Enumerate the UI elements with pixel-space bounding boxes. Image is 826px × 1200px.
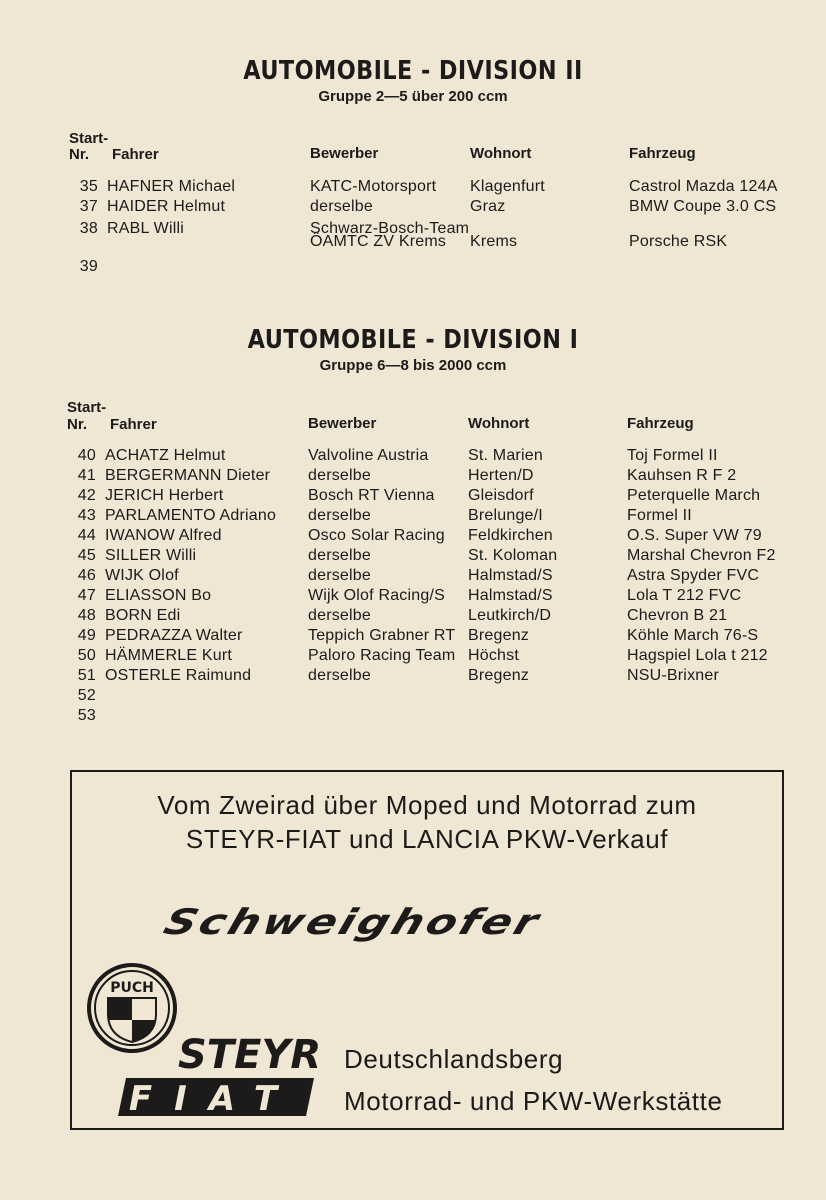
entry-wohnort: Feldkirchen — [468, 527, 553, 544]
entry-row — [0, 667, 826, 687]
entry-row — [0, 527, 826, 547]
entry-bewerber: derselbe — [308, 547, 371, 564]
entry-nr: 52 — [77, 687, 96, 704]
div1-header-fahrzeug: Fahrzeug — [627, 415, 694, 432]
entry-fahrzeug: Porsche RSK — [629, 233, 728, 250]
entry-nr: 39 — [79, 258, 98, 275]
entry-row — [0, 198, 826, 218]
entry-fahrer: SILLER Willi — [105, 547, 197, 564]
entry-fahrzeug: Köhle March 76-S — [627, 627, 759, 644]
entry-wohnort: Krems — [470, 233, 518, 250]
div2-header-bewerber: Bewerber — [310, 145, 379, 162]
entry-row — [0, 178, 826, 198]
entry-bewerber: derselbe — [308, 567, 371, 584]
entry-row — [0, 707, 826, 727]
entry-nr: 42 — [77, 487, 96, 504]
ad-address-city: Deutschlandsberg — [344, 1044, 564, 1074]
entry-wohnort: St. Marien — [468, 447, 543, 464]
entry-fahrzeug: O.S. Super VW 79 — [627, 527, 762, 544]
entry-fahrer: HAFNER Michael — [107, 178, 236, 195]
entry-fahrzeug: Toj Formel II — [627, 447, 718, 464]
entry-nr: 50 — [77, 647, 96, 664]
entry-nr: 45 — [77, 547, 96, 564]
entry-fahrer: OSTERLE Raimund — [105, 667, 252, 684]
entry-nr: 51 — [77, 667, 96, 684]
fiat-logo-text: FIAT — [128, 1079, 300, 1119]
entry-nr: 41 — [77, 467, 96, 484]
entry-nr: 35 — [79, 178, 98, 195]
entry-fahrer: BORN Edi — [105, 607, 181, 624]
division1-title: AUTOMOBILE - DIVISION I — [247, 325, 579, 355]
entry-nr: 44 — [77, 527, 96, 544]
entry-wohnort: Graz — [470, 198, 506, 215]
entry-nr: 46 — [77, 567, 96, 584]
entry-bewerber: Teppich Grabner RT — [308, 627, 456, 644]
entry-fahrer: WIJK Olof — [105, 567, 179, 584]
entry-fahrzeug: Formel II — [627, 507, 692, 524]
entry-bewerber: Bosch RT Vienna — [308, 487, 435, 504]
entry-bewerber: Paloro Racing Team — [308, 647, 456, 664]
entry-fahrer: IWANOW Alfred — [105, 527, 222, 544]
ad-address-workshop: Motorrad- und PKW-Werkstätte — [344, 1086, 723, 1116]
entry-wohnort: Höchst — [468, 647, 519, 664]
entry-fahrzeug: Peterquelle March — [627, 487, 761, 504]
entry-fahrzeug: Marshal Chevron F2 — [627, 547, 776, 564]
entry-bewerber: derselbe — [310, 198, 373, 215]
division2-subtitle: Gruppe 2—5 über 200 ccm — [318, 88, 508, 105]
puch-logo-text: PUCH — [110, 980, 154, 996]
div1-header-bewerber: Bewerber — [308, 415, 377, 432]
entry-fahrzeug: Castrol Mazda 124A — [629, 178, 778, 195]
entry-row — [0, 233, 826, 253]
entry-fahrer: PEDRAZZA Walter — [105, 627, 243, 644]
entry-fahrer: ACHATZ Helmut — [105, 447, 226, 464]
entry-row — [0, 627, 826, 647]
entry-wohnort: St. Koloman — [468, 547, 558, 564]
entry-row — [0, 507, 826, 527]
entry-nr: 40 — [77, 447, 96, 464]
entry-fahrer: ELIASSON Bo — [105, 587, 212, 604]
entry-wohnort: Leutkirch/D — [468, 607, 552, 624]
entry-row — [0, 487, 826, 507]
entry-bewerber: Wijk Olof Racing/S — [308, 587, 445, 604]
div2-header-start: Start- — [69, 130, 109, 147]
entry-fahrzeug: Hagspiel Lola t 212 — [627, 647, 768, 664]
entry-nr: 48 — [77, 607, 96, 624]
entry-bewerber: KATC-Motorsport — [310, 178, 437, 195]
div2-header-fahrer: Fahrer — [112, 146, 159, 163]
entry-fahrzeug: Lola T 212 FVC — [627, 587, 742, 604]
entry-nr: 38 — [79, 220, 98, 237]
entry-fahrer: HÄMMERLE Kurt — [105, 647, 233, 664]
entry-row — [0, 567, 826, 587]
entry-bewerber: Osco Solar Racing — [308, 527, 445, 544]
entry-nr: 49 — [77, 627, 96, 644]
entry-nr: 43 — [77, 507, 96, 524]
entry-row — [0, 447, 826, 467]
entry-nr: 53 — [77, 707, 96, 724]
div2-header-nr: Nr. — [69, 146, 90, 163]
entry-wohnort: Bregenz — [468, 627, 529, 644]
division2-title: AUTOMOBILE - DIVISION II — [243, 56, 583, 86]
entry-bewerber: Schwarz-Bosch-Team — [310, 220, 470, 237]
entry-nr: 47 — [77, 587, 96, 604]
ad-line-1: Vom Zweirad über Moped und Motorrad zum — [157, 790, 697, 820]
entry-fahrzeug: Kauhsen R F 2 — [627, 467, 737, 484]
entry-bewerber: derselbe — [308, 507, 371, 524]
div1-header-wohnort: Wohnort — [468, 415, 530, 432]
entry-row — [0, 687, 826, 707]
entry-fahrer: JERICH Herbert — [105, 487, 224, 504]
div1-header-nr: Nr. — [67, 416, 88, 433]
entry-bewerber: ÖAMTC ZV Krems — [310, 233, 447, 250]
entry-bewerber: derselbe — [308, 607, 371, 624]
ad-line-2: STEYR-FIAT und LANCIA PKW-Verkauf — [185, 824, 669, 854]
entry-fahrer: BERGERMANN Dieter — [105, 467, 271, 484]
entry-wohnort: Herten/D — [468, 467, 534, 484]
steyr-fiat-logo-icon — [112, 1030, 322, 1120]
entry-wohnort: Klagenfurt — [470, 178, 545, 195]
entry-row — [0, 607, 826, 627]
steyr-logo-text: STEYR — [178, 1032, 322, 1078]
entry-wohnort: Halmstad/S — [468, 567, 553, 584]
entry-row — [0, 467, 826, 487]
entry-fahrer: RABL Willi — [107, 220, 184, 237]
schweighofer-logo: Schweighofer — [158, 902, 547, 943]
entry-wohnort: Bregenz — [468, 667, 529, 684]
entry-fahrer: HAIDER Helmut — [107, 198, 226, 215]
div1-header-fahrer: Fahrer — [110, 416, 157, 433]
entry-fahrzeug: BMW Coupe 3.0 CS — [629, 198, 777, 215]
div2-header-fahrzeug: Fahrzeug — [629, 145, 696, 162]
entry-row — [0, 647, 826, 667]
entry-row — [0, 587, 826, 607]
entry-wohnort: Brelunge/I — [468, 507, 543, 524]
advertisement-box — [70, 770, 784, 1130]
entry-fahrer: PARLAMENTO Adriano — [105, 507, 277, 524]
entry-wohnort: Gleisdorf — [468, 487, 534, 504]
division1-subtitle: Gruppe 6—8 bis 2000 ccm — [319, 357, 507, 374]
entry-bewerber: derselbe — [308, 467, 371, 484]
entry-row — [0, 547, 826, 567]
entry-bewerber: Valvoline Austria — [308, 447, 429, 464]
entry-nr: 37 — [79, 198, 98, 215]
div1-header-start: Start- — [67, 399, 107, 416]
entry-wohnort: Halmstad/S — [468, 587, 553, 604]
div2-header-wohnort: Wohnort — [470, 145, 532, 162]
entry-row — [0, 258, 826, 278]
entry-fahrzeug: Astra Spyder FVC — [627, 567, 760, 584]
entry-fahrzeug: NSU-Brixner — [627, 667, 719, 684]
entry-fahrzeug: Chevron B 21 — [627, 607, 728, 624]
entry-bewerber: derselbe — [308, 667, 371, 684]
